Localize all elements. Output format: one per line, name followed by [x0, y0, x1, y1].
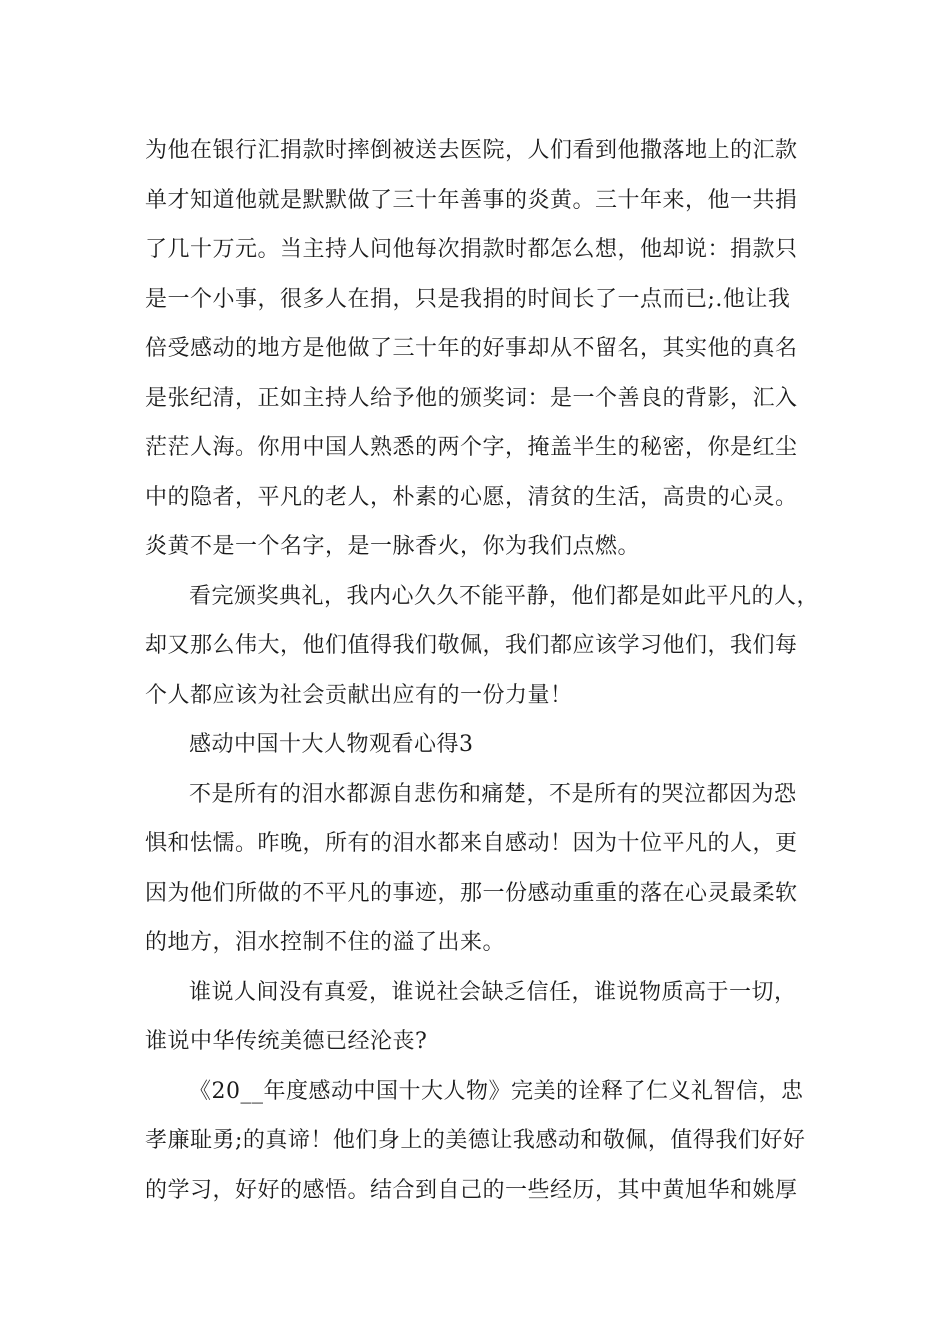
text-line: 中的隐者，平凡的老人，朴素的心愿，清贫的生活，高贵的心灵。: [145, 484, 798, 510]
paragraph-who-says: [145, 968, 815, 1067]
text-line: 了几十万元。当主持人问他每次捐款时都怎么想，他却说：捐款只: [145, 237, 798, 262]
text-line: 是张纪清，正如主持人给予他的颁奖词：是一个善良的背影，汇入: [145, 385, 798, 411]
text-line: 看完颁奖典礼，我内心久久不能平静，他们都是如此平凡的人，: [189, 583, 820, 609]
text-line: 个人都应该为社会贡献出应有的一份力量！: [145, 682, 573, 708]
paragraph-virtues: [145, 1067, 815, 1216]
text-line: 为他在银行汇捐款时摔倒被送去医院，人们看到他撒落地上的汇款: [145, 138, 798, 163]
section-heading: 感动中国十大人物观看心得3: [189, 732, 474, 757]
text-line: 的地方，泪水控制不住的溢了出来。: [145, 930, 506, 955]
text-line: 是一个小事，很多人在捐，只是我捐的时间长了一点而已;.他让我: [145, 286, 791, 312]
text-line: 的学习，好好的感悟。结合到自己的一些经历，其中黄旭华和姚厚: [145, 1177, 798, 1203]
text-line: 炎黄不是一个名字，是一脉香火，你为我们点燃。: [145, 534, 641, 559]
text-line: 谁说中华传统美德已经沦丧?: [145, 1029, 428, 1054]
paragraph-yanhuang-story: [145, 126, 815, 572]
text-line: 却又那么伟大，他们值得我们敬佩，我们都应该学习他们，我们每: [145, 633, 798, 658]
text-line: 倍受感动的地方是他做了三十年的好事却从不留名，其实他的真名: [145, 336, 798, 361]
text-line: 茫茫人海。你用中国人熟悉的两个字，掩盖半生的秘密，你是红尘: [145, 435, 798, 460]
text-line: 不是所有的泪水都源自悲伤和痛楚，不是所有的哭泣都因为恐: [189, 781, 797, 807]
text-line: 因为他们所做的不平凡的事迹，那一份感动重重的落在心灵最柔软: [145, 880, 798, 906]
text-line: 《20__年度感动中国十大人物》完美的诠释了仁义礼智信，忠: [189, 1078, 804, 1104]
text-line: 惧和怯懦。昨晚，所有的泪水都来自感动！因为十位平凡的人，更: [145, 831, 798, 856]
text-line: 孝廉耻勇;的真谛！他们身上的美德让我感动和敬佩，值得我们好好: [145, 1128, 806, 1153]
paragraph-tears: [145, 770, 815, 968]
text-line: 谁说人间没有真爱，谁说社会缺乏信任，谁说物质高于一切，: [189, 979, 797, 1005]
paragraph-after-ceremony: [145, 572, 820, 721]
text-line: 单才知道他就是默默做了三十年善事的炎黄。三十年来，他一共捐: [145, 187, 798, 213]
document-page: [145, 126, 820, 1215]
